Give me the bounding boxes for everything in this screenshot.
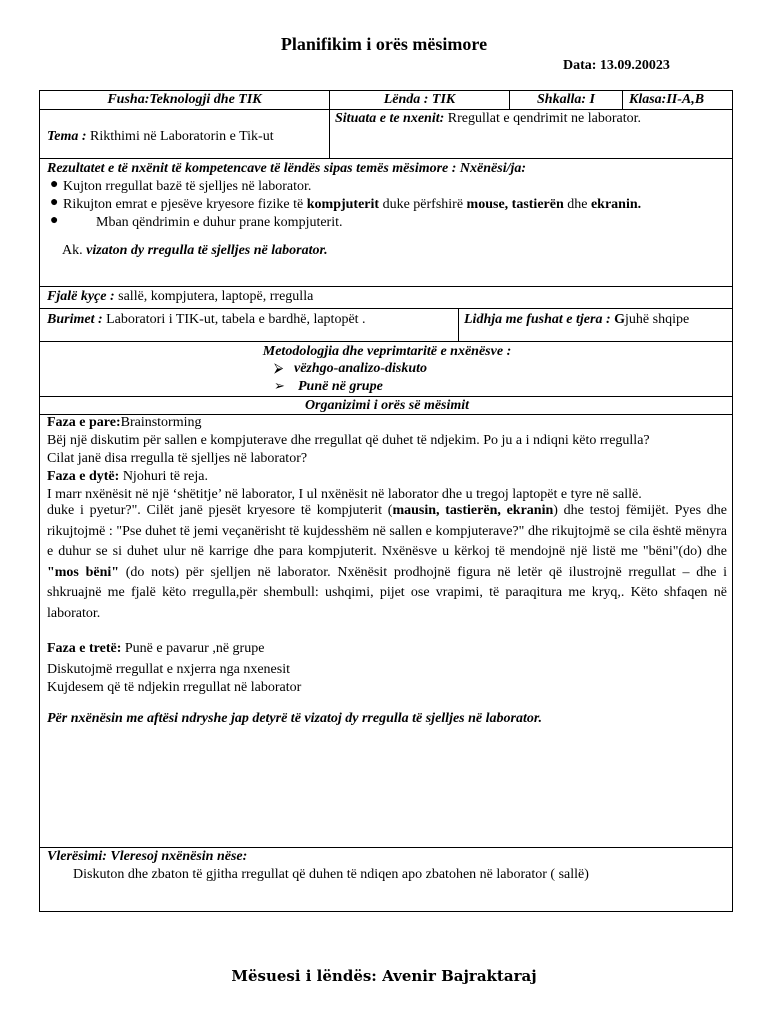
advanced-prefix: Ak. [62, 243, 87, 258]
column-divider [622, 91, 623, 109]
paragraph-text: ) dhe testoj fëmijët. Pyes dhe rikujtojmë : "Pse duhet të jemi veçanërisht të kujdesshëm në sallen e kompjuterave?" dhe rikujtojmë se cila është mënyra e duhur se si duhet ulur në karrige dhe para kompjuterit. Nxënësve u kërkoj të mendojnë një listë me "bëni"(do) dhe [47, 503, 727, 560]
level-label: Shkalla: I [537, 92, 595, 107]
row-divider [40, 341, 732, 342]
phase-1-line: Cilat janë disa rregulla të sjelljes në laborator? [47, 451, 308, 466]
row-divider [40, 158, 732, 159]
result-text: Rikujton emrat e pjesëve kryesore fizike të [63, 197, 307, 212]
advanced-text: vizaton dy rregulla të sjelljes në laborator. [86, 243, 328, 258]
situation-value: Rregullat e qendrimit ne laborator. [444, 111, 642, 126]
result-text: duke përfshirë [379, 197, 467, 212]
special-needs-note: Për nxënësin me aftësi ndryshe jap detyrë të vizatoj dy rregulla të sjelljes në laborator. [47, 711, 543, 726]
result-text: dhe [563, 197, 591, 212]
keywords [47, 288, 313, 306]
assessment-text: Diskuton dhe zbaton të gjitha rregullat që duhen të ndiqen apo zbatohen në laborator ( sallë) [73, 867, 589, 882]
arrow-bullet-icon: ⮚ [274, 360, 284, 375]
phase-3-label: Faza e tretë: [47, 641, 122, 656]
sources [47, 311, 366, 329]
phase-1 [47, 414, 202, 432]
theme-value: Rikthimi në Laboratorin e Tik-ut [86, 129, 274, 144]
phase-2 [47, 468, 208, 486]
keywords-value: sallë, kompjutera, laptopë, rregulla [114, 289, 314, 304]
arrow-bullet-icon: ➢ [274, 378, 285, 393]
column-divider [458, 308, 459, 341]
result-item [63, 196, 641, 214]
situation [335, 110, 641, 128]
class-label: Klasa:II-A,B [629, 92, 705, 107]
results-heading: Rezultatet e të nxënit të kompetencave të lëndës sipas temës mësimore : Nxënësi/ja: [47, 161, 527, 176]
result-item: Kujton rregullat bazë të sjelljes në laborator. [63, 179, 312, 194]
methodology-item: Punë në grupe [298, 379, 383, 394]
page-title: Planifikim i orës mësimore [280, 34, 488, 54]
row-divider [40, 308, 732, 309]
paragraph-text: duke i pyetur?". Cilët janë pjesët kryesore të kompjuterit ( [47, 503, 393, 518]
result-item: Mban qëndrimin e duhur prane kompjuterit. [96, 215, 343, 230]
keywords-label: Fjalë kyçe : [47, 289, 115, 304]
phase-2-line: I marr nxënësit në një ‘shëtitje’ në laborator, I ul nxënësit në laborator dhe u tregoj laptopët e tyre në sallë. [47, 487, 642, 502]
advanced-goal [62, 242, 328, 260]
paragraph-text-bold: mausin, tastierën, ekranin [392, 503, 554, 518]
phase-1-value: Brainstorming [120, 415, 202, 430]
phase-3-value: Punë e pavarur ,në grupe [121, 641, 265, 656]
situation-label: Situata e te nxenit: [335, 111, 445, 126]
field-label: Fusha:Teknologji dhe TIK [107, 92, 262, 107]
bullet-icon: ● [50, 177, 59, 192]
phase-2-paragraph [47, 501, 727, 625]
phase-2-label: Faza e dytë: [47, 469, 120, 484]
organization-heading: Organizimi i orës së mësimit [304, 398, 470, 413]
phase-3-line: Diskutojmë rregullat e nxjerra nga nxenesit [47, 662, 290, 677]
assessment-label: Vlerësimi: Vleresoj nxënësin nëse: [47, 849, 248, 864]
teacher-signature-line: Mësuesi i lëndës: Avenir Bajraktaraj [231, 967, 537, 985]
phase-1-label: Faza e pare: [47, 415, 121, 430]
result-text-bold: ekranin. [590, 197, 642, 212]
methodology-heading: Metodologjia dhe veprimtaritë e nxënësve : [262, 344, 512, 359]
bullet-icon: ● [50, 195, 59, 210]
connections [464, 311, 689, 329]
phase-1-line: Bëj një diskutim për sallen e kompjuterave dhe rregullat që duhet të ndjekim. Po ju a i ndiqni këto rregulla? [47, 433, 650, 448]
sources-label: Burimet : [47, 312, 103, 327]
phase-3 [47, 640, 264, 658]
connections-label: Lidhja me fushat e tjera : [464, 312, 611, 327]
bullet-icon: ● [50, 213, 59, 228]
result-text-bold: kompjuterit [306, 197, 380, 212]
connections-initial: G [610, 312, 626, 327]
theme-label: Tema : [47, 129, 87, 144]
theme [47, 128, 274, 146]
lesson-plan-table [39, 90, 733, 912]
lesson-date: Data: 13.09.20023 [563, 58, 670, 73]
row-divider [40, 286, 732, 287]
result-text-bold: mouse, tastierën [466, 197, 564, 212]
phase-2-value: Njohuri të reja. [119, 469, 208, 484]
subject-label: Lënda : TIK [383, 92, 456, 107]
phase-3-line: Kujdesem që të ndjekin rregullat në laborator [47, 680, 302, 695]
sources-value: Laboratori i TIK-ut, tabela e bardhë, laptopët . [102, 312, 366, 327]
paragraph-text: (do nots) për sjelljen në laborator. Nxënësit prodhojnë figura në letër që ilustrojnë rregullat – dhe i shkruajnë me fjalë këto rregulla,për shembull: ushqimi, pijet ose vrapimi, të paraqitura me kryq,. Këto shfaqen në laborator. [47, 564, 727, 621]
methodology-item: vëzhgo-analizo-diskuto [294, 361, 428, 376]
paragraph-text-bold: "mos bëni" [47, 564, 120, 580]
connections-value: juhë shqipe [625, 312, 690, 327]
